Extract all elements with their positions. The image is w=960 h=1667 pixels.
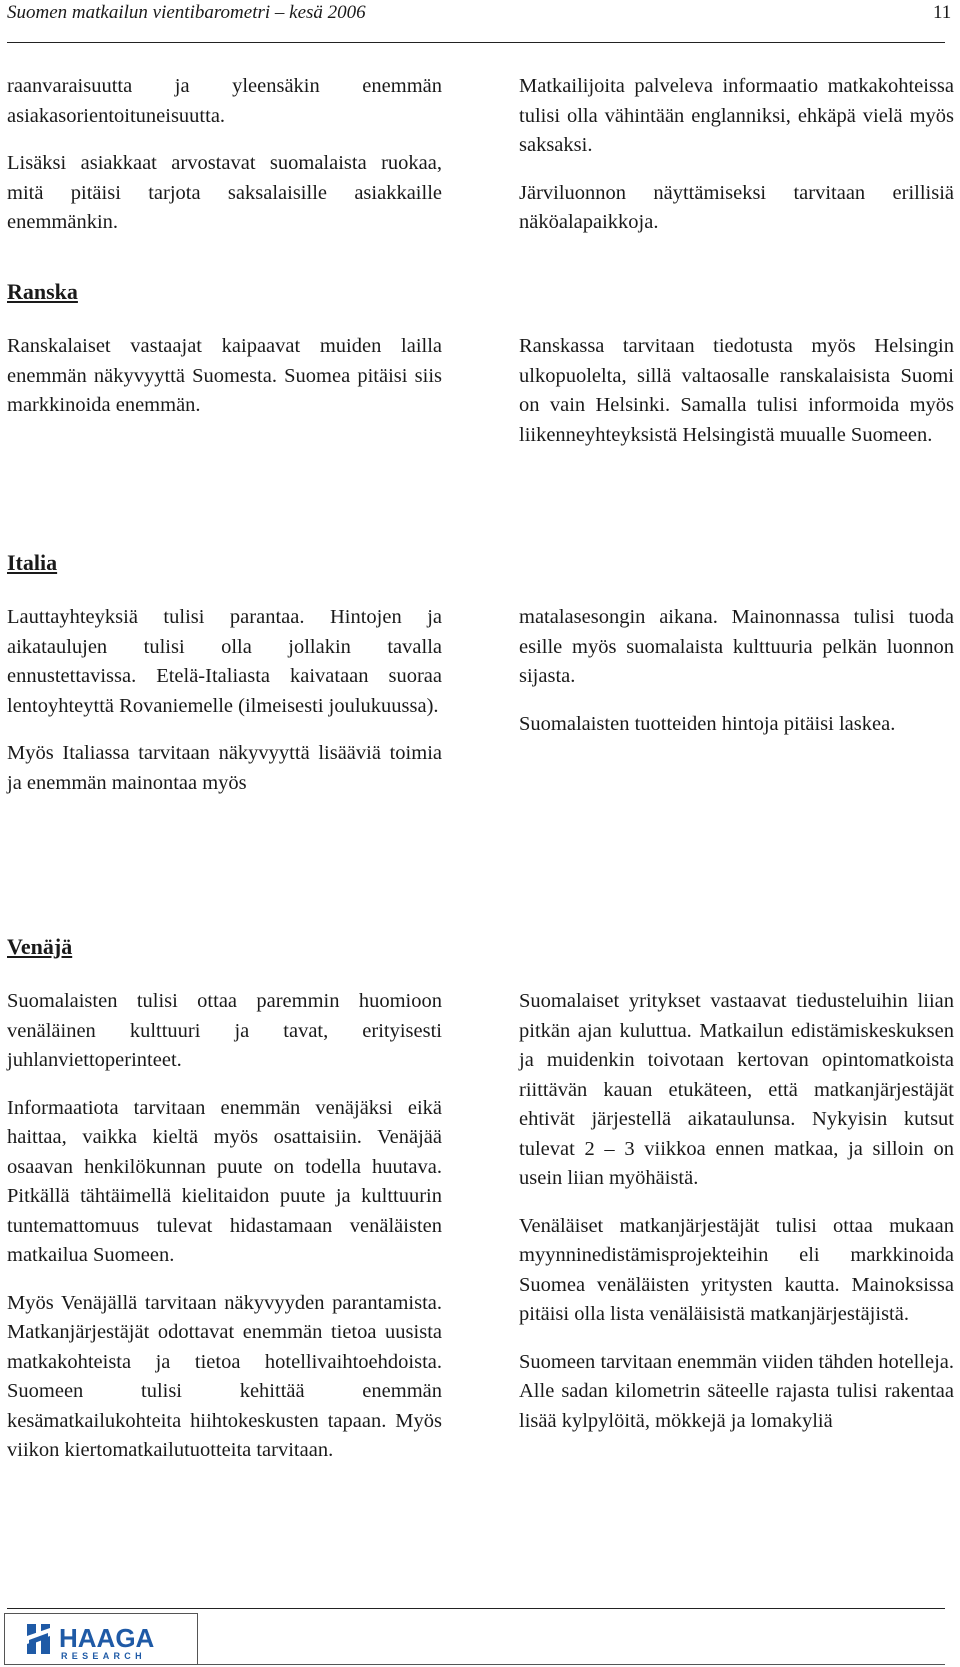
paragraph: Suomalaisten tuotteiden hintoja pitäisi laskea. <box>519 712 896 735</box>
italia-left-column <box>7 603 442 816</box>
section-heading-italia: Italia <box>7 550 58 575</box>
svg-text:RESEARCH: RESEARCH <box>61 1651 146 1661</box>
paragraph: Informaatiota tarvitaan enemmän venäjäksi eikä haittaa, vaikka kieltä myös osattaisiin. Venäjää osaavan henkilökunnan puute on todella huutava. Pitkällä tähtäimellä kielitaidon puute ja kulttuurin tuntemattomuus tulevat hidastamaan venäläisten matkailua Suomeen. <box>7 1096 442 1266</box>
ranska-left-column <box>7 332 442 439</box>
italia-right-column <box>519 603 954 757</box>
paragraph: Lauttayhteyksiä tulisi parantaa. Hintojen ja aikataulujen tulisi olla jollakin tavalla ennustettavissa. Etelä-Italiasta kaivataan suoraa lentoyhteyttä Rovaniemelle (ilmeisesti joulukuussa). <box>7 606 442 717</box>
paragraph: Lisäksi asiakkaat arvostavat suomalaista ruokaa, mitä pitäisi tarjota saksalaisille asiakkaille enemmänkin. <box>7 152 442 233</box>
paragraph: Myös Venäjällä tarvitaan näkyvyyden parantamista. Matkanjärjestäjät odottavat enemmän tietoa uusista matkakohteista ja tietoa hotellivaihtoehdoista. Suomeen tulisi kehittää enemmän kesämatkailukohteita hiihtokeskusten tapaan. Myös viikon kiertomatkailutuotteita tarvitaan. <box>7 1291 442 1461</box>
paragraph: Järviluonnon näyttämiseksi tarvitaan erillisiä näköalapaikkoja. <box>519 181 954 233</box>
ranska-right-column <box>519 332 954 468</box>
paragraph: Matkailijoita palveleva informaatio matkakohteissa tulisi olla vähintään englanniksi, ehkäpä vielä myös saksaksi. <box>519 75 954 156</box>
paragraph: Suomeen tarvitaan enemmän viiden tähden hotelleja. Alle sadan kilometrin säteelle rajasta tulisi rakentaa lisää kylpylöitä, mökkejä ja lomakyliä <box>519 1350 954 1432</box>
paragraph: Suomalaiset yritykset vastaavat tiedusteluihin liian pitkän ajan kuluttua. Matkailun edistämiskeskuksen ja muidenkin toivotaan kertovan opintomatkoista riittävän kauan etukäteen, että matkanjärjestäjät ehtivät järjestellä aikataulunsa. Nykyisin kutsut tulevat 2 – 3 viikkoa ennen matkaa, ja silloin on usein liian myöhäistä. <box>519 990 954 1189</box>
page-number: 11 <box>933 2 952 23</box>
paragraph: Suomalaisten tulisi ottaa paremmin huomioon venäläinen kulttuuri ja tavat, erityisesti juhlanviettoperinteet. <box>7 990 442 1071</box>
section-heading-venaja: Venäjä <box>7 934 73 959</box>
footer-rule <box>7 1608 945 1609</box>
venaja-left-column <box>7 987 442 1484</box>
footer-underline <box>198 1664 945 1665</box>
paragraph: raanvaraisuutta ja yleensäkin enemmän asiakasorientoituneisuutta. <box>7 75 442 127</box>
paragraph: matalasesongin aikana. Mainonnassa tulisi tuoda esille myös suomalaista kulttuuria pelkän luonnon sijasta. <box>519 606 954 687</box>
header-title: Suomen matkailun vientibarometri – kesä 2006 <box>7 2 366 23</box>
svg-text:HAAGA: HAAGA <box>59 1623 155 1653</box>
venaja-right-column <box>519 987 954 1454</box>
haaga-research-logo <box>5 1614 199 1666</box>
paragraph: Venäläiset matkanjärjestäjät tulisi ottaa mukaan myynninedistämisprojekteihin eli markkinoida Suomea venäläisten yritysten kautta. Mainoksissa pitäisi olla lista venäläisistä matkanjärjestäjistä. <box>519 1214 954 1325</box>
section-heading-ranska: Ranska <box>7 279 78 304</box>
intro-left-column <box>7 72 442 256</box>
paragraph: Ranskalaiset vastaajat kaipaavat muiden lailla enemmän näkyvyyttä Suomesta. Suomea pitäisi siis markkinoida enemmän. <box>7 335 442 416</box>
paragraph: Myös Italiassa tarvitaan näkyvyyttä lisääviä toimia ja enemmän mainontaa myös <box>7 742 442 794</box>
header-rule <box>7 42 945 43</box>
intro-right-column <box>519 72 954 256</box>
paragraph: Ranskassa tarvitaan tiedotusta myös Helsingin ulkopuolelta, sillä valtaosalle ranskalaisista Suomi on vain Helsinki. Samalla tulisi informoida myös liikenneyhteyksistä Helsingistä muualle Suomeen. <box>519 335 954 446</box>
footer-logo <box>4 1613 198 1665</box>
